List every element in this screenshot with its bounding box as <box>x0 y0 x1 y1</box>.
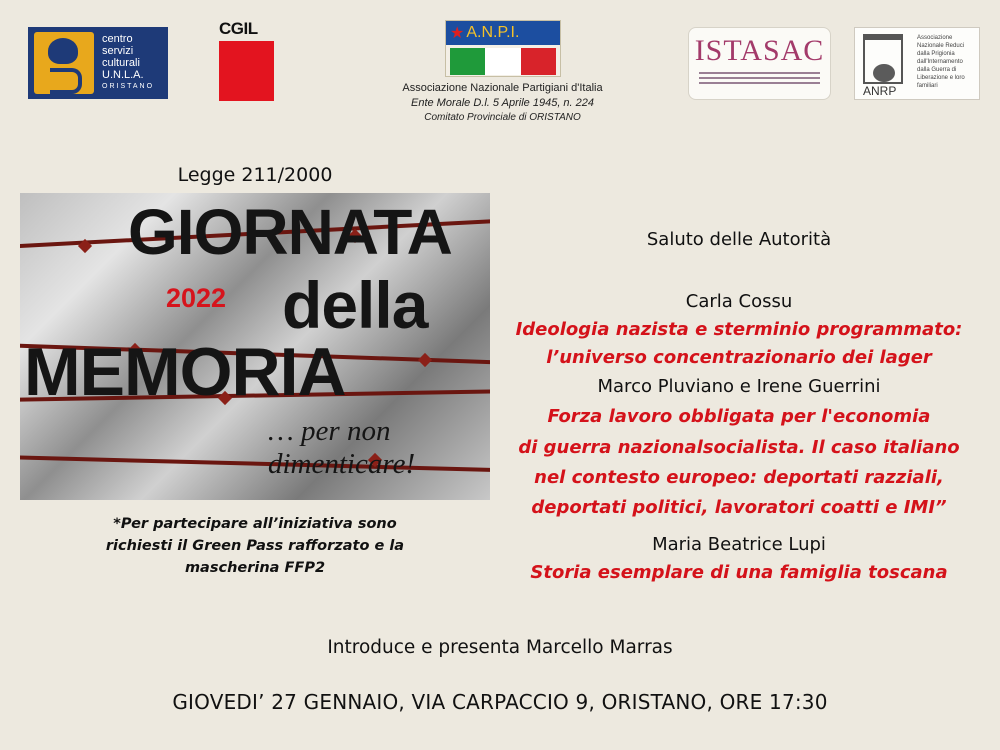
barb-icon <box>418 353 432 367</box>
unla-line: culturali <box>102 57 140 69</box>
unla-line: centro <box>102 33 133 45</box>
poster-title-giornata: GIORNATA <box>128 196 452 268</box>
rose-icon <box>873 64 895 82</box>
speaker-name: Carla Cossu <box>685 291 793 312</box>
note-line: richiesti il Green Pass rafforzato e la <box>105 538 405 554</box>
anrp-description: Associazione Nazionale Reduci dalla Prigionia dall'Internamento dalla Guerra di Liberazione e loro familiari <box>917 35 965 89</box>
anpi-caption-line-3: Comitato Provinciale di ORISTANO <box>424 112 581 123</box>
event-date-location: GIOVEDI’ 27 GENNAIO, VIA CARPACCIO 9, ORISTANO, ORE 17:30 <box>172 690 828 714</box>
talk-title-line: Ideologia nazista e sterminio programmato: <box>515 319 963 340</box>
unla-logo <box>28 27 168 99</box>
unla-line: servizi <box>102 45 134 57</box>
speaker-name: Marco Pluviano e Irene Guerrini <box>597 376 881 397</box>
cgil-logo <box>219 20 274 102</box>
event-year: 2022 <box>166 283 227 313</box>
speaker-name: Maria Beatrice Lupi <box>652 534 826 555</box>
istasac-logo <box>688 27 831 100</box>
istasac-wordmark: ISTASAC <box>694 34 825 67</box>
talk-title-line: deportati politici, lavoratori coatti e IMI” <box>531 497 947 518</box>
cgil-red-block <box>219 41 274 101</box>
greeting: Saluto delle Autorità <box>646 229 832 250</box>
anrp-wordmark: ANRP <box>863 84 897 98</box>
talk-title-line: nel contesto europeo: deportati razziali, <box>534 467 944 488</box>
star-icon: ★ <box>450 25 465 42</box>
anpi-logo <box>445 20 561 77</box>
talk-title-line: Storia esemplare di una famiglia toscana <box>530 562 948 583</box>
unla-line: U.N.L.A. <box>102 69 144 81</box>
memorial-poster <box>20 193 490 500</box>
cgil-wordmark: CGIL <box>219 19 258 38</box>
anpi-wordmark: A.N.P.I. <box>466 24 520 41</box>
note-line: mascherina FFP2 <box>184 560 326 576</box>
anpi-caption-line-2: Ente Morale D.l. 5 Aprile 1945, n. 224 <box>410 97 595 109</box>
unla-city: ORISTANO <box>102 83 155 90</box>
talk-title-line: Forza lavoro obbligata per l'economia <box>547 406 931 427</box>
unla-emblem-icon <box>34 32 94 94</box>
green-pass-note <box>40 513 470 579</box>
talk-title-line: di guerra nazionalsocialista. Il caso italiano <box>518 437 960 458</box>
istasac-text-lines <box>699 72 820 84</box>
moderator-line: Introduce e presenta Marcello Marras <box>327 637 673 658</box>
law-reference: Legge 211/2000 <box>177 164 333 186</box>
anpi-caption-line-1: Associazione Nazionale Partigiani d'Italia <box>402 82 603 94</box>
italian-flag-icon <box>450 48 556 75</box>
talk-title-line: l’universo concentrazionario dei lager <box>546 347 932 368</box>
poster-tagline: … per non dimenticare! <box>268 415 416 480</box>
anrp-logo <box>854 27 980 100</box>
note-line: *Per partecipare all’iniziativa sono <box>113 516 397 532</box>
poster-title-memoria: MEMORIA <box>24 334 346 410</box>
poster-title-della: della <box>282 268 428 342</box>
